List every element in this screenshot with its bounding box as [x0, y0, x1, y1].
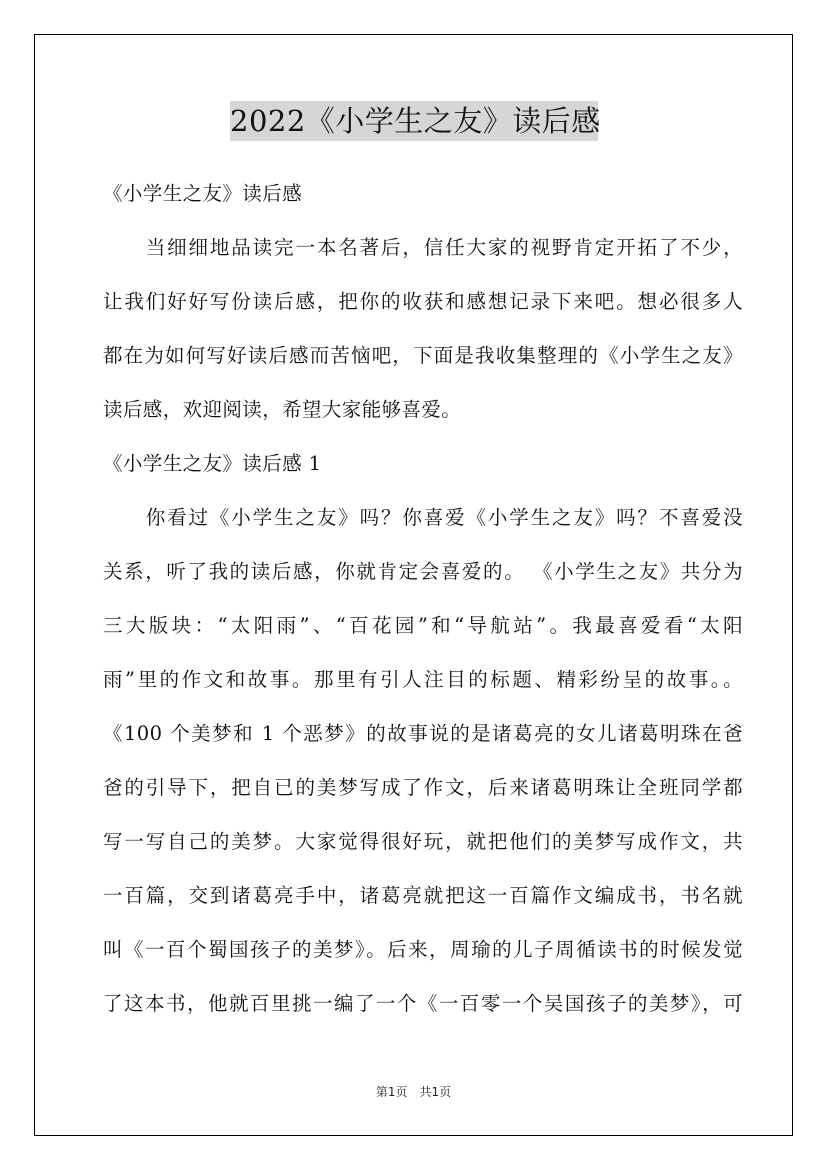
page-total: 共1页	[419, 1085, 452, 1099]
text-line-2: 当细细地品读完一本名著后，信任大家的视野肯定开拓了不少，	[103, 236, 743, 259]
text-line-8: 关系，听了我的读后感，你就肯定会喜爱的。 《小学生之友》共分为	[103, 560, 743, 583]
text-line-13: 写一写自己的美梦。大家觉得很好玩，就把他们的美梦写成作文，共	[103, 830, 743, 853]
text-line-5: 读后感，欢迎阅读，希望大家能够喜爱。	[103, 398, 462, 421]
page-footer	[0, 1083, 827, 1100]
text-line-10: 雨”里的作文和故事。那里有引人注目的标题、精彩纷呈的故事。。	[103, 668, 743, 691]
text-line-4: 都在为如何写好读后感而苦恼吧，下面是我收集整理的《小学生之友》	[103, 344, 743, 367]
document-title: 2022《小学生之友》读后感	[230, 101, 598, 141]
text-line-12: 爸的引导下，把自已的美梦写成了作文，后来诸葛明珠让全班同学都	[103, 776, 743, 799]
text-line-9: 三大版块：“太阳雨”、“百花园”和“导航站”。我最喜爱看“太阳	[103, 614, 743, 637]
text-line-7: 你看过《小学生之友》吗？你喜爱《小学生之友》吗？不喜爱没	[103, 506, 743, 529]
text-line-16: 了这本书，他就百里挑一编了一个《一百零一个吴国孩子的美梦》，可	[103, 992, 743, 1015]
text-line-3: 让我们好好写份读后感，把你的收获和感想记录下来吧。想必很多人	[103, 290, 743, 313]
text-line-14: 一百篇，交到诸葛亮手中，诸葛亮就把这一百篇作文编成书，书名就	[103, 884, 743, 907]
page-number: 第1页	[375, 1085, 408, 1099]
text-line-6: 《小学生之友》读后感 1	[103, 452, 322, 475]
text-line-15: 叫《一百个蜀国孩子的美梦》。后来，周瑜的儿子周循读书的时候发觉	[103, 938, 743, 961]
text-line-1: 《小学生之友》读后感	[103, 182, 303, 205]
text-line-11: 《100 个美梦和 1 个恶梦》的故事说的是诸葛亮的女儿诸葛明珠在爸	[103, 722, 743, 745]
